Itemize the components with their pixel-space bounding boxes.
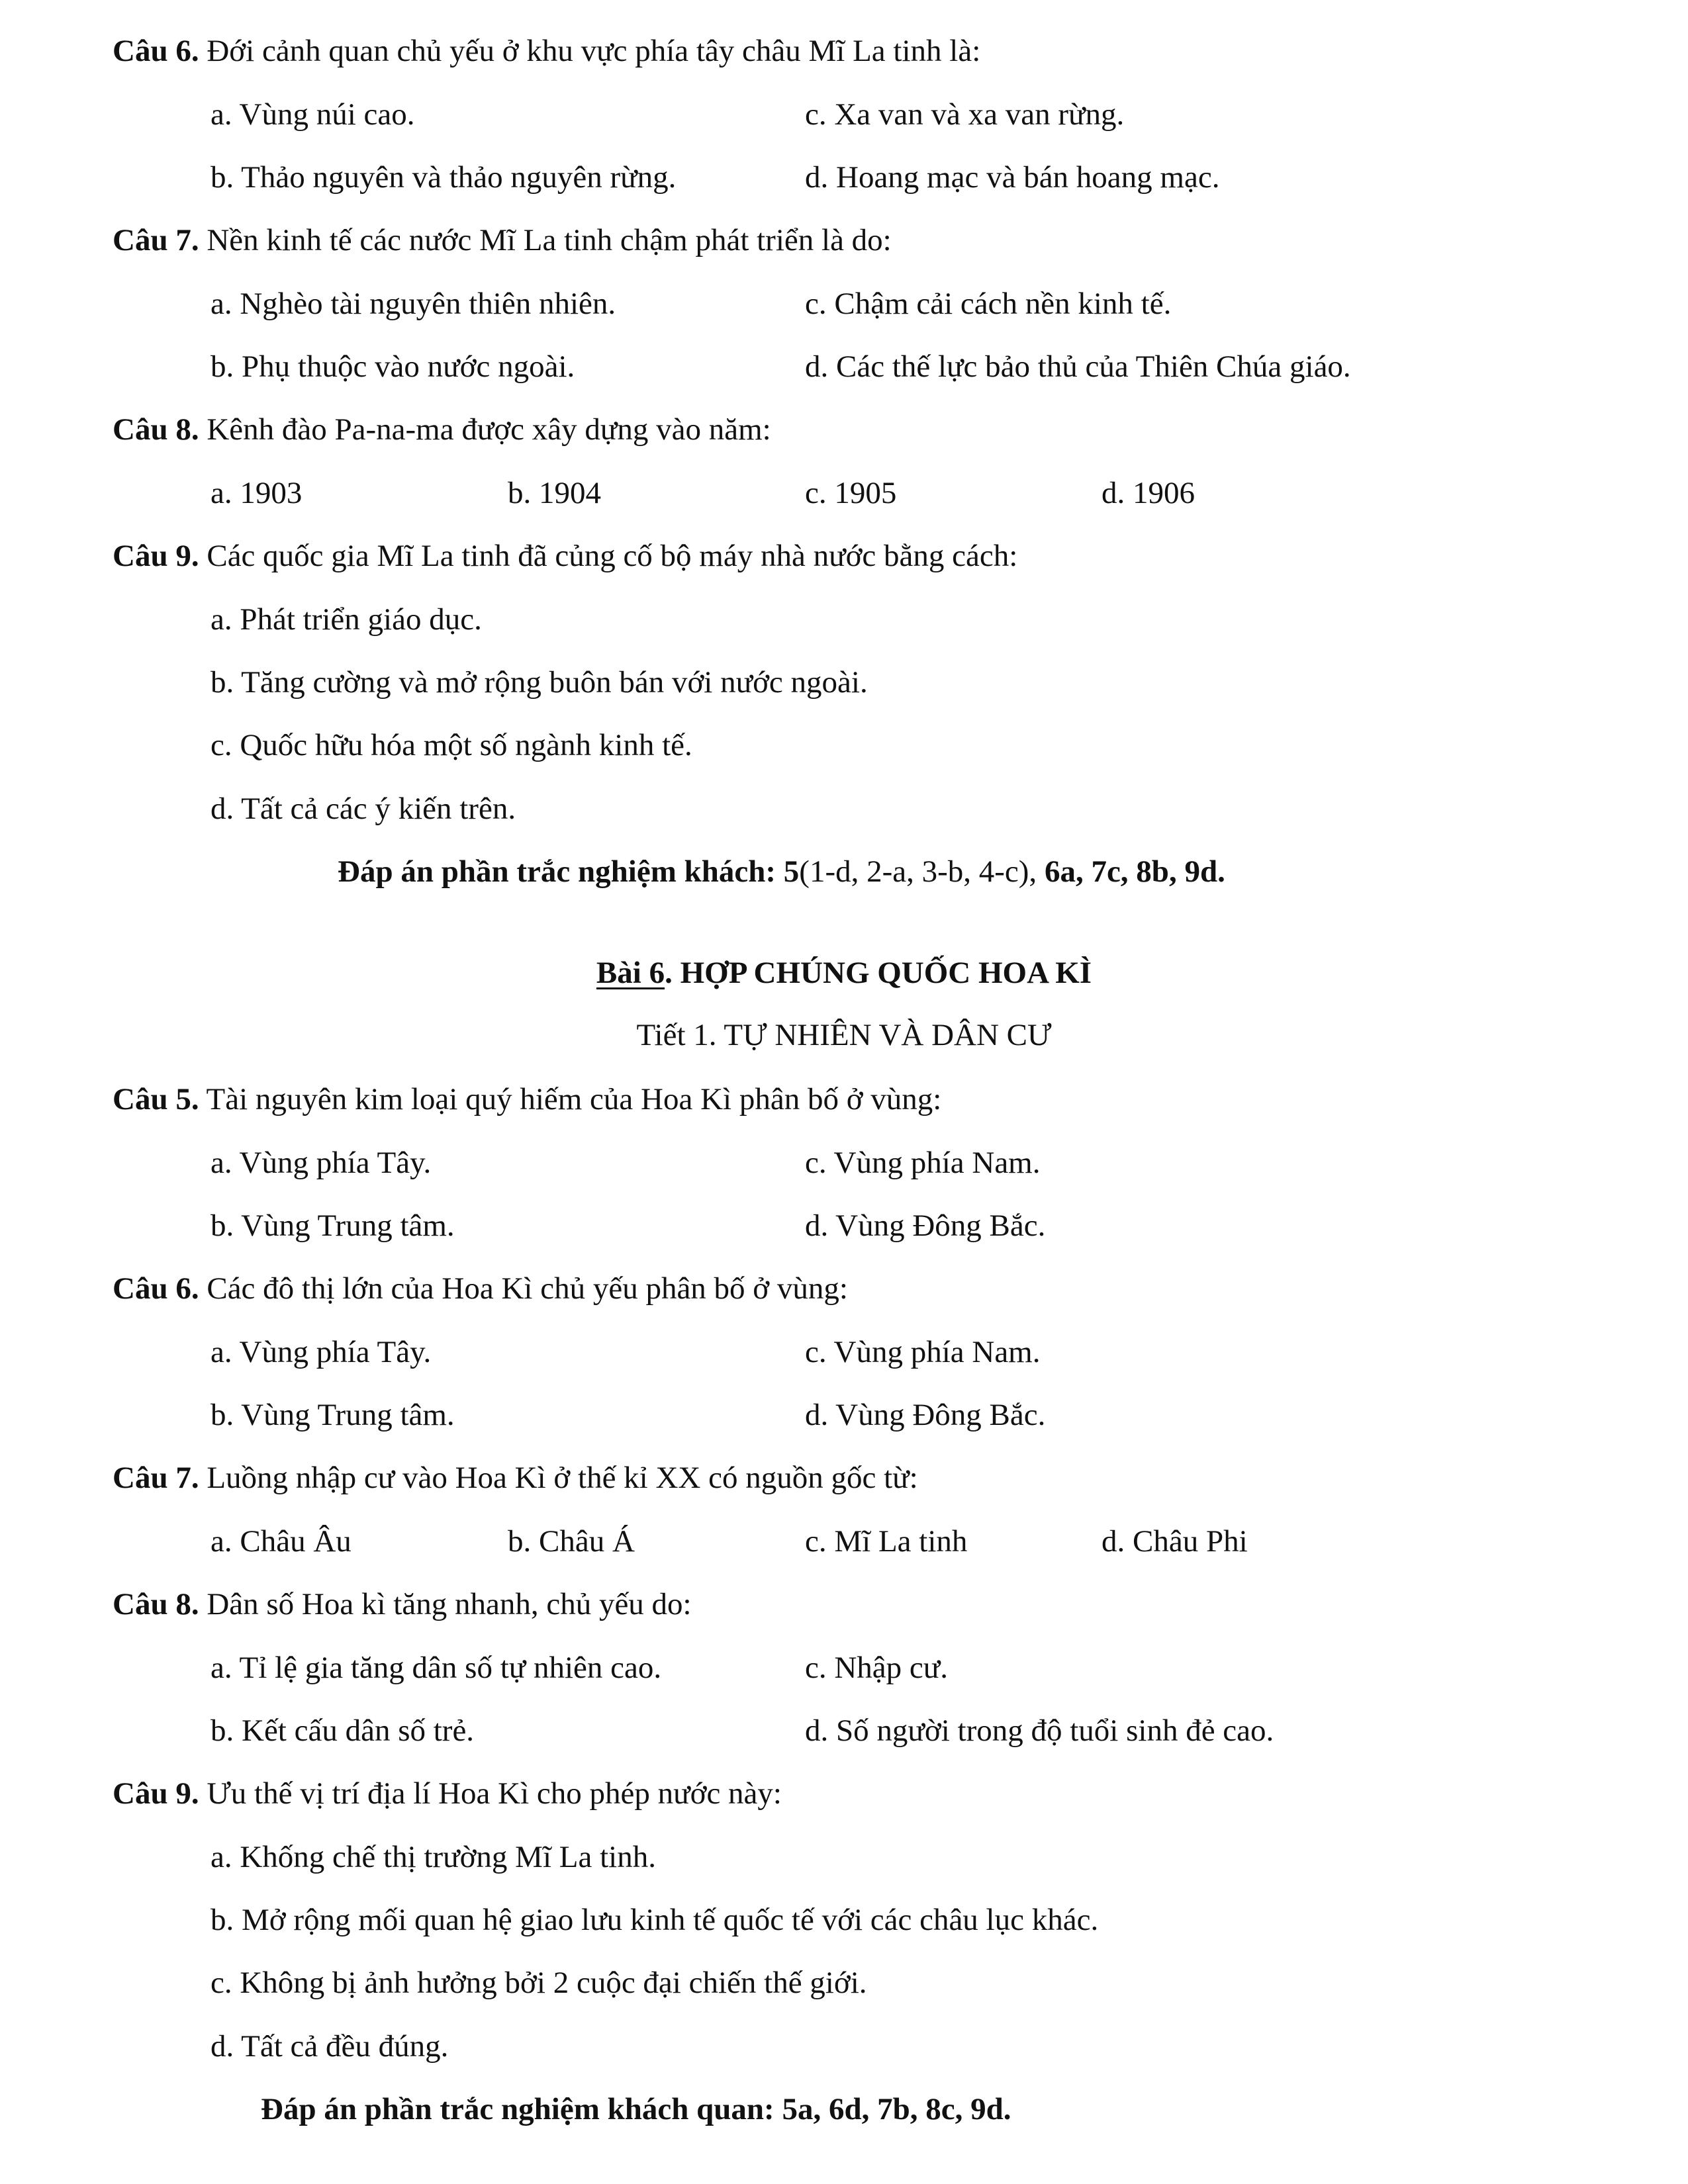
question-text: Các đô thị lớn của Hoa Kì chủ yếu phân bố ở vùng: bbox=[199, 1271, 848, 1306]
question-number: Câu 5. bbox=[113, 1082, 199, 1116]
option-b: b. Thảo nguyên và thảo nguyên rừng. bbox=[211, 160, 677, 195]
option-d: d. Tất cả các ý kiến trên. bbox=[211, 792, 516, 826]
option-a: a. 1903 bbox=[211, 476, 303, 510]
question-text: Nền kinh tế các nước Mĩ La tinh chậm phát triển là do: bbox=[199, 223, 892, 257]
option-b: b. Tăng cường và mở rộng buôn bán với nước ngoài. bbox=[211, 665, 868, 700]
question-number: Câu 7. bbox=[113, 223, 199, 257]
question-5 bbox=[113, 1080, 941, 1118]
question-8 bbox=[113, 1585, 692, 1623]
question-text: Đới cảnh quan chủ yếu ở khu vực phía tây châu Mĩ La tinh là: bbox=[199, 34, 981, 68]
question-6 bbox=[113, 32, 980, 70]
option-d: d. Các thế lực bảo thủ của Thiên Chúa giáo. bbox=[805, 349, 1351, 384]
question-number: Câu 8. bbox=[113, 412, 199, 447]
answer-key bbox=[261, 2090, 1011, 2128]
option-a: a. Châu Âu bbox=[211, 1524, 352, 1559]
option-c: c. Quốc hữu hóa một số ngành kinh tế. bbox=[211, 728, 692, 762]
option-d: d. Số người trong độ tuổi sinh đẻ cao. bbox=[805, 1713, 1274, 1748]
option-d: d. Vùng Đông Bắc. bbox=[805, 1208, 1046, 1243]
question-9 bbox=[113, 537, 1017, 575]
lesson-number: Bài 6 bbox=[596, 956, 665, 990]
question-text: Tài nguyên kim loại quý hiếm của Hoa Kì phân bố ở vùng: bbox=[199, 1082, 942, 1116]
option-c: c. Vùng phía Nam. bbox=[805, 1146, 1041, 1180]
answer-key bbox=[338, 852, 1225, 891]
option-c: c. 1905 bbox=[805, 476, 897, 510]
option-d: d. Châu Phi bbox=[1102, 1524, 1248, 1559]
question-8 bbox=[113, 410, 771, 449]
option-c: c. Nhập cư. bbox=[805, 1651, 948, 1685]
option-b: b. Vùng Trung tâm. bbox=[211, 1398, 455, 1432]
question-number: Câu 7. bbox=[113, 1461, 199, 1495]
option-a: a. Nghèo tài nguyên thiên nhiên. bbox=[211, 287, 616, 321]
question-number: Câu 9. bbox=[113, 539, 199, 573]
question-9 bbox=[113, 1774, 782, 1813]
option-c: c. Chậm cải cách nền kinh tế. bbox=[805, 287, 1172, 321]
question-number: Câu 6. bbox=[113, 1271, 199, 1306]
question-text: Dân số Hoa kì tăng nhanh, chủ yếu do: bbox=[199, 1587, 692, 1621]
option-a: a. Tỉ lệ gia tăng dân số tự nhiên cao. bbox=[211, 1651, 662, 1685]
answer-text: Đáp án phần trắc nghiệm khách quan: 5a, 6d, 7b, 8c, 9d. bbox=[261, 2092, 1011, 2126]
option-a: a. Vùng núi cao. bbox=[211, 97, 415, 132]
option-b: b. Mở rộng mối quan hệ giao lưu kinh tế quốc tế với các châu lục khác. bbox=[211, 1903, 1099, 1937]
question-text: Kênh đào Pa-na-ma được xây dựng vào năm: bbox=[199, 412, 771, 447]
question-text: Ưu thế vị trí địa lí Hoa Kì cho phép nước này: bbox=[199, 1776, 782, 1811]
lesson-subtitle: Tiết 1. TỰ NHIÊN VÀ DÂN CƯ bbox=[636, 1018, 1052, 1052]
option-a: a. Phát triển giáo dục. bbox=[211, 602, 482, 637]
question-number: Câu 6. bbox=[113, 34, 199, 68]
option-a: a. Vùng phía Tây. bbox=[211, 1335, 432, 1369]
option-d: d. Hoang mạc và bán hoang mạc. bbox=[805, 160, 1220, 195]
answer-details: (1-d, 2-a, 3-b, 4-c), bbox=[799, 854, 1045, 889]
option-a: a. Vùng phía Tây. bbox=[211, 1146, 432, 1180]
option-c: c. Không bị ảnh hưởng bởi 2 cuộc đại chiến thế giới. bbox=[211, 1966, 867, 2000]
option-d: d. 1906 bbox=[1102, 476, 1195, 510]
option-b: b. Châu Á bbox=[508, 1524, 635, 1559]
option-b: b. Kết cấu dân số trẻ. bbox=[211, 1713, 475, 1748]
option-c: c. Xa van và xa van rừng. bbox=[805, 97, 1125, 132]
answer-rest: 6a, 7c, 8b, 9d. bbox=[1044, 854, 1225, 889]
question-6 bbox=[113, 1269, 848, 1308]
option-c: c. Vùng phía Nam. bbox=[805, 1335, 1041, 1369]
answer-five: 5 bbox=[783, 854, 800, 889]
question-number: Câu 8. bbox=[113, 1587, 199, 1621]
option-b: b. Vùng Trung tâm. bbox=[211, 1208, 455, 1243]
lesson-title bbox=[0, 954, 1688, 992]
question-text: Các quốc gia Mĩ La tinh đã củng cố bộ máy nhà nước bằng cách: bbox=[199, 539, 1018, 573]
option-b: b. 1904 bbox=[508, 476, 601, 510]
question-number: Câu 9. bbox=[113, 1776, 199, 1811]
option-c: c. Mĩ La tinh bbox=[805, 1524, 968, 1559]
question-7 bbox=[113, 1459, 918, 1497]
question-text: Luồng nhập cư vào Hoa Kì ở thế kỉ XX có nguồn gốc từ: bbox=[199, 1461, 918, 1495]
answer-label: Đáp án phần trắc nghiệm khách: bbox=[338, 854, 784, 889]
question-7 bbox=[113, 221, 892, 259]
lesson-name: . HỢP CHÚNG QUỐC HOA KÌ bbox=[665, 956, 1092, 990]
option-b: b. Phụ thuộc vào nước ngoài. bbox=[211, 349, 575, 384]
option-d: d. Tất cả đều đúng. bbox=[211, 2029, 449, 2064]
option-a: a. Khống chế thị trường Mĩ La tinh. bbox=[211, 1840, 656, 1874]
option-d: d. Vùng Đông Bắc. bbox=[805, 1398, 1046, 1432]
